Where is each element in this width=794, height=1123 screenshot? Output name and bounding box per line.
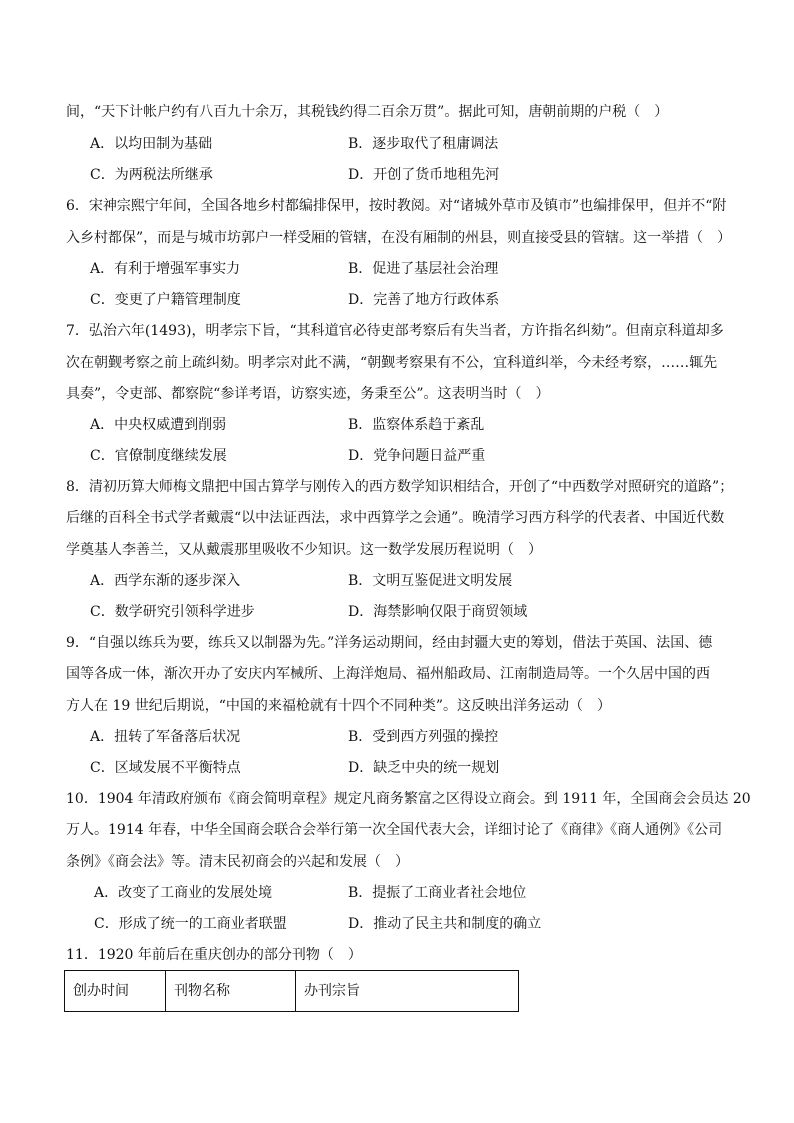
q5-option-d[interactable]: D．开创了货币地租先河 <box>348 167 500 183</box>
q6-option-b[interactable]: B．促进了基层社会治理 <box>348 261 499 277</box>
q10-option-b[interactable]: B．提振了工商业者社会地位 <box>348 885 527 901</box>
q10-stem-line-2: 万人。1914 年春，中华全国商会联合会举行第一次全国代表大会，详细讨论了《商律》《商人通例》《公司 <box>66 822 723 838</box>
q10-stem-line-3: 条例》《商会法》等。清末民初商会的兴起和发展（ ） <box>66 854 409 870</box>
q7-stem-line-3: 具奏”，令吏部、都察院“参详考语，访察实迹，务秉至公”。这表明当时（ ） <box>66 386 550 402</box>
q5-option-a[interactable]: A．以均田制为基础 <box>90 136 213 152</box>
q10-option-a[interactable]: A．改变了工商业的发展处境 <box>94 885 273 901</box>
q9-stem-line-2: 国等各成一体，渐次开办了安庆内军械所、上海洋炮局、福州船政局、江南制造局等。一个久居中国的西 <box>66 666 710 682</box>
table-header-cell: 办刊宗旨 <box>304 983 360 999</box>
q8-option-d[interactable]: D．海禁影响仅限于商贸领域 <box>348 604 528 620</box>
q8-option-a[interactable]: A．西学东渐的逐步深入 <box>90 573 241 589</box>
q6-stem-line-1: 6．宋神宗熙宁年间，全国各地乡村都编排保甲，按时教阅。对“诸城外草市及镇市”也编排保甲，但并不“附 <box>66 198 727 214</box>
q6-stem-line-2: 入乡村都保”，而是与城市坊郭户一样受厢的管辖，在没有厢制的州县，则直接受县的管辖。这一举措（ ） <box>66 230 732 246</box>
q10-option-d[interactable]: D．推动了民主共和制度的确立 <box>348 916 542 932</box>
q9-stem-line-3: 方人在 19 世纪后期说，“中国的来福枪就有十四个不同种类”。这反映出洋务运动（ ） <box>66 698 612 714</box>
q5-option-c[interactable]: C．为两税法所继承 <box>90 167 213 183</box>
q9-stem-line-1: 9．“自强以练兵为要，练兵又以制器为先。”洋务运动期间，经由封疆大吏的筹划，借法于英国、法国、德 <box>66 635 713 651</box>
q11-table <box>64 970 519 1012</box>
q11-stem-line-1: 11．1920 年前后在重庆创办的部分刊物（ ） <box>66 947 362 963</box>
q5-stem-line-1: 间，“天下计帐户约有八百九十余万，其税钱约得二百余万贯”。据此可知，唐朝前期的户税（ ） <box>66 104 669 120</box>
q7-stem-line-2: 次在朝觐考察之前上疏纠劾。明孝宗对此不满，“朝觐考察果有不公，宜科道纠举，今未经考察，……辄先 <box>66 355 718 371</box>
q6-option-d[interactable]: D．完善了地方行政体系 <box>348 292 500 308</box>
q5-option-b[interactable]: B．逐步取代了租庸调法 <box>348 136 499 152</box>
q7-option-b[interactable]: B．监察体系趋于紊乱 <box>348 417 485 433</box>
q7-option-c[interactable]: C．官僚制度继续发展 <box>90 448 227 464</box>
q7-stem-line-1: 7．弘治六年(1493)，明孝宗下旨，“其科道官必待吏部考察后有失当者，方许指名纠劾”。但南京科道却多 <box>66 323 724 339</box>
q8-stem-line-1: 8．清初历算大师梅文鼎把中国古算学与刚传入的西方数学知识相结合，开创了“中西数学对照研究的道路”； <box>66 479 734 495</box>
q9-option-b[interactable]: B．受到西方列强的操控 <box>348 729 499 745</box>
q9-option-a[interactable]: A．扭转了军备落后状况 <box>90 729 241 745</box>
table-header-cell: 创办时间 <box>65 971 166 1011</box>
q9-option-d[interactable]: D．缺乏中央的统一规划 <box>348 760 500 776</box>
q9-option-c[interactable]: C．区域发展不平衡特点 <box>90 760 241 776</box>
q6-option-a[interactable]: A．有利于增强军事实力 <box>90 261 241 277</box>
q8-option-b[interactable]: B．文明互鉴促进文明发展 <box>348 573 513 589</box>
q8-stem-line-3: 学奠基人李善兰，又从戴震那里吸收不少知识。这一数学发展历程说明（ ） <box>66 542 542 558</box>
table-header-cell: 刊物名称 <box>166 971 296 1011</box>
q10-stem-line-1: 10．1904 年清政府颁布《商会简明章程》规定凡商务繁富之区得设立商会。到 1911 年，全国商会会员达 20 <box>66 791 751 807</box>
q8-option-c[interactable]: C．数学研究引领科学进步 <box>90 604 255 620</box>
q7-option-d[interactable]: D．党争问题日益严重 <box>348 448 486 464</box>
q8-stem-line-2: 后继的百科全书式学者戴震“以中法证西法，求中西算学之会通”。晚清学习西方科学的代表者、中国近代数 <box>66 510 725 526</box>
q6-option-c[interactable]: C．变更了户籍管理制度 <box>90 292 241 308</box>
q7-option-a[interactable]: A．中央权威遭到削弱 <box>90 417 227 433</box>
q10-option-c[interactable]: C．形成了统一的工商业者联盟 <box>94 916 287 932</box>
